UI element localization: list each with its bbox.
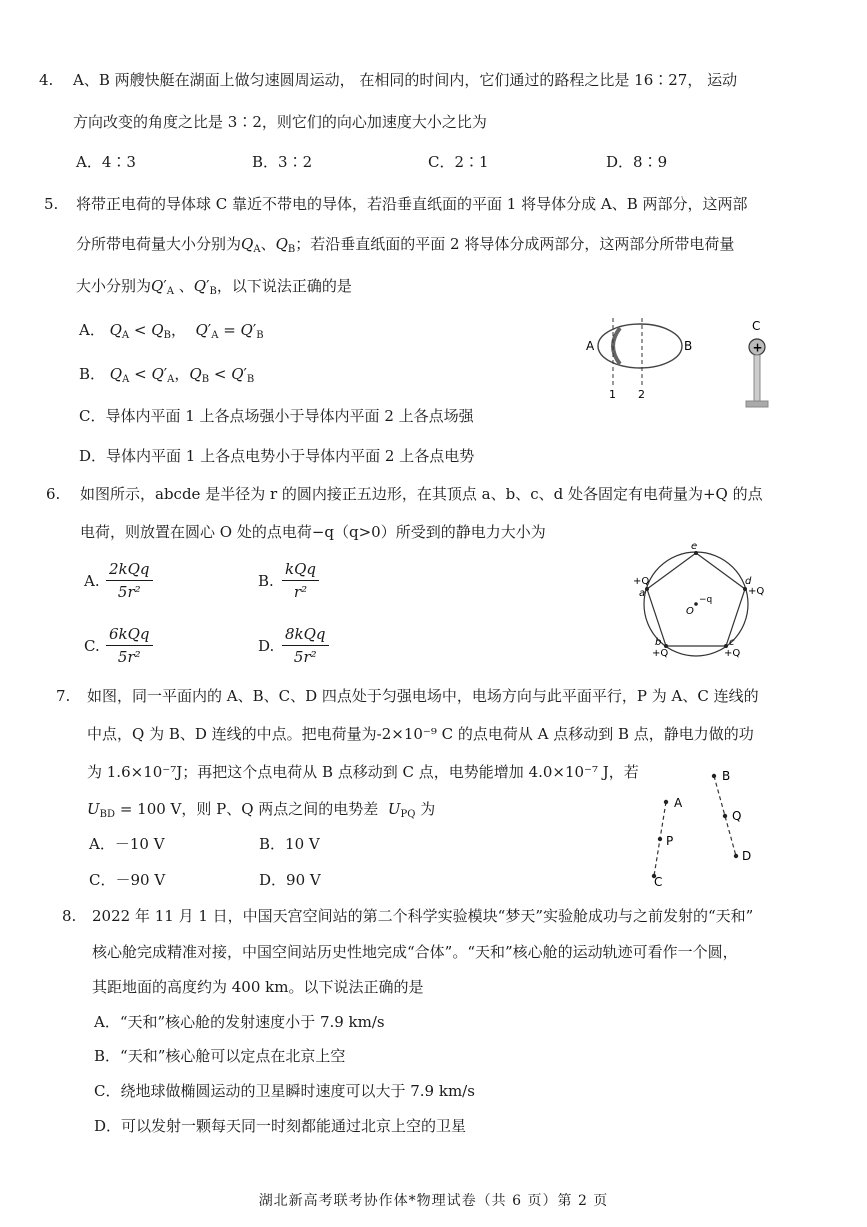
question-7-line-1: 如图，同一平面内的 A、B、C、D 四点处于匀强电场中，电场方向与此平面平行，P 为 A、C 连线的 (87, 687, 759, 705)
label-p: P (666, 834, 674, 848)
question-4-line-1: A、B 两艘快艇在湖面上做匀速圆周运动， 在相同的时间内，它们通过的路程之比是 16∶27， 运动 (73, 71, 738, 89)
label-a: a (639, 588, 646, 599)
label-b: B (722, 769, 731, 783)
conductor-left-charge-shade (613, 328, 620, 364)
label-c: C (752, 319, 761, 333)
question-6-number: 6. (46, 485, 61, 503)
question-6-option-c-fraction (106, 625, 153, 666)
question-4-option-c: C．2∶1 (428, 153, 489, 171)
question-7-option-b: B．10 V (259, 835, 320, 853)
question-5-line-3-start: 大小分别为 (76, 277, 152, 295)
question-6-option-a-label: A. (84, 572, 100, 590)
insulating-stand (754, 355, 760, 401)
question-7-line-4-end: 为 (420, 800, 436, 818)
label-plus-q-c: +Q (724, 648, 741, 659)
label-e: e (691, 541, 698, 552)
option-d-numerator: 8kQq (285, 625, 326, 643)
question-5-line-1: 将带正电荷的导体球 C 靠近不带电的导体，若沿垂直纸面的平面 1 将导体分成 A、B 两部分，这两部 (76, 195, 748, 213)
question-8-option-a: A．“天和”核心舱的发射速度小于 7.9 km/s (94, 1013, 385, 1031)
question-7-number: 7. (56, 687, 71, 705)
question-7-line-4-mid: = 100 V，则 P、Q 两点之间的电势差 (119, 800, 379, 818)
question-6-option-c-label: C. (84, 637, 100, 655)
option-b-numerator: kQq (285, 560, 316, 578)
question-5-number: 5. (44, 195, 59, 213)
question-6-line-2: 电荷，则放置在圆心 O 处的点电荷−q（q>0）所受到的静电力大小为 (80, 523, 546, 541)
stand-base (746, 401, 768, 407)
question-7-option-c: C．－90 V (89, 871, 166, 889)
question-4-line-2: 方向改变的角度之比是 3∶2，则它们的向心加速度大小之比为 (73, 113, 487, 131)
question-4-option-d: D．8∶9 (606, 153, 668, 171)
option-c-denominator: 5r² (117, 648, 141, 666)
question-5-option-d: D．导体内平面 1 上各点电势小于导体内平面 2 上各点电势 (79, 447, 475, 465)
question-5-option-b: B． $Q_A < Q'_A$，$Q_B < Q'_B$ (79, 365, 255, 385)
question-8-number: 8. (62, 907, 77, 925)
option-c-numerator: 6kQq (109, 625, 150, 643)
question-7-line-3: 为 1.6×10⁻⁷J；再把这个点电荷从 B 点移动到 C 点，电势能增加 4.0×10⁻⁷ J，若 (87, 763, 639, 781)
label-plus-q-d: +Q (748, 586, 765, 597)
question-6-option-d-label: D. (258, 637, 275, 655)
label-q: Q (732, 809, 742, 823)
question-4-number: 4. (39, 71, 54, 89)
question-6-option-a-fraction (106, 560, 153, 601)
question-8-line-2: 核心舱完成精准对接，中国空间站历史性地完成“合体”。“天和”核心舱的运动轨迹可看作一个圆， (92, 943, 738, 961)
question-4-option-a: A．4∶3 (76, 153, 136, 171)
question-5-line-2-end: ；若沿垂直纸面的平面 2 将导体分成两部分，这两部分所带电荷量 (295, 235, 735, 253)
question-7-line-4: $U_{BD} = 100$ V，则 P、Q 两点之间的电势差 $U_{PQ}$ 为 (87, 800, 436, 820)
label-c: C (654, 875, 663, 889)
question-5-figure (580, 312, 780, 422)
question-8-option-b: B．“天和”核心舱可以定点在北京上空 (94, 1047, 346, 1065)
question-5-option-c: C．导体内平面 1 上各点场强小于导体内平面 2 上各点场强 (79, 407, 474, 425)
label-b: b (655, 637, 662, 648)
label-plus-q-b: +Q (652, 648, 669, 659)
question-7-option-d: D．90 V (259, 871, 321, 889)
question-5-line-2: 分所带电荷量大小分别为$Q_A$、$Q_B$；若沿垂直纸面的平面 2 将导体分成两部分，这两部分所带电荷量 (76, 235, 735, 255)
option-a-numerator: 2kQq (109, 560, 150, 578)
question-8-line-3: 其距地面的高度约为 400 km。以下说法正确的是 (92, 978, 424, 996)
question-5-line-2-start: 分所带电荷量大小分别为 (76, 235, 242, 253)
question-6-option-b-label: B. (258, 572, 274, 590)
pentagon-abcde (647, 553, 745, 646)
label-a: A (586, 339, 595, 353)
question-6-option-b-fraction (282, 560, 319, 601)
label-plus-q-a: +Q (633, 576, 650, 587)
label-d: d (745, 576, 752, 587)
question-5-line-3-end: ，以下说法正确的是 (216, 277, 352, 295)
option-d-denominator: 5r² (293, 648, 317, 666)
question-8-option-d: D．可以发射一颗每天同一时刻都能通过北京上空的卫星 (94, 1117, 467, 1135)
option-a-denominator: 5r² (117, 583, 141, 601)
conductor-body (598, 324, 682, 368)
question-5-line-3: 大小分别为$Q'_A$ 、$Q'_B$，以下说法正确的是 (76, 277, 352, 297)
question-7-option-a: A．－10 V (89, 835, 165, 853)
label-negative-q: −q (699, 595, 713, 605)
plus-sign-icon: + (752, 340, 763, 355)
option-b-denominator: r² (293, 583, 308, 601)
question-6-line-1: 如图所示，abcde 是半径为 r 的圆内接正五边形，在其顶点 a、b、c、d 处各固定有电荷量为+Q 的点 (80, 485, 763, 503)
label-o: O (686, 606, 694, 617)
label-a: A (674, 796, 683, 810)
question-5-option-a: A． $Q_A < Q_B$， $Q'_A = Q'_B$ (79, 321, 264, 341)
question-8-option-c: C．绕地球做椭圆运动的卫星瞬时速度可以大于 7.9 km/s (94, 1082, 475, 1100)
question-6-figure (628, 538, 768, 662)
page-footer: 湖北新高考联考协作体*物理试卷（共 6 页）第 2 页 (258, 1193, 609, 1209)
question-6-option-d-fraction (282, 625, 329, 666)
question-7-figure (640, 764, 770, 890)
label-c: c (729, 637, 735, 648)
question-8-line-1: 2022 年 11 月 1 日，中国天宫空间站的第二个科学实验模块“梦天”实验舱成功与之前发射的“天和” (92, 907, 754, 925)
label-d: D (742, 849, 752, 863)
label-plane-2: 2 (638, 388, 645, 401)
label-plane-1: 1 (609, 388, 616, 401)
question-7-line-2: 中点，Q 为 B、D 连线的中点。把电荷量为-2×10⁻⁹ C 的点电荷从 A 点移动到 B 点，静电力做的功 (87, 725, 754, 743)
question-4-option-b: B．3∶2 (252, 153, 313, 171)
label-b: B (684, 339, 693, 353)
